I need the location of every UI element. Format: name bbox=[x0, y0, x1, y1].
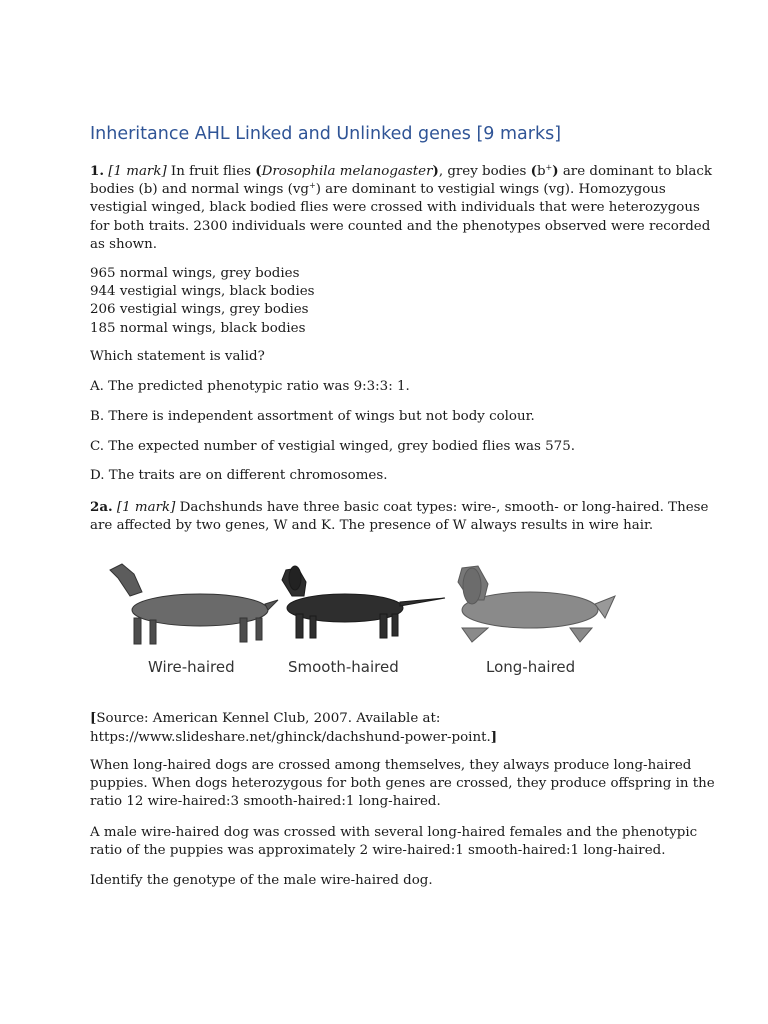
dachshund-images bbox=[100, 548, 620, 658]
result-item: 965 normal wings, grey bodies bbox=[90, 266, 300, 281]
para2-line: ratio 12 wire-haired:3 smooth-haired:1 long-haired. bbox=[90, 794, 441, 810]
q1-line4: for both traits. 2300 individuals were counted and the phenotypes observed were recorded bbox=[90, 218, 711, 234]
q1-b-plus: b bbox=[536, 164, 546, 179]
para2-line: When long-haired dogs are crossed among themselves, they always produce long-haired bbox=[90, 758, 692, 773]
q1-option-c: C. The expected number of vestigial winged, grey bodied flies was 575. bbox=[90, 439, 575, 454]
q2a-line2: are affected by two genes, W and K. The presence of W always results in wire hair. bbox=[90, 518, 654, 534]
dachshund-figure bbox=[100, 548, 620, 688]
q1-text-b: are dominant to black bbox=[558, 164, 713, 179]
q1-option-b: B. There is independent assortment of wings but not body colour. bbox=[90, 409, 535, 424]
para2-line: puppies. When dogs heterozygous for both genes are crossed, they produce offspring in the bbox=[90, 776, 715, 792]
q1-stem: 1. [1 mark] In fruit flies (Drosophila melanogaster), grey bodies (b+) are dominant to black bodies (b) and normal wings (vg+) are dominant to vestigial wings (vg). Homozygous vestigial winged, black bodied flies were crossed with individuals that were heterozygous for both traits. 2300 individuals were counted and the phenotypes observed were recorded as shown. bbox=[90, 162, 682, 254]
source-line1: Source: American Kennel Club, 2007. Available at: bbox=[96, 711, 441, 726]
result-item: 206 vestigial wings, grey bodies bbox=[90, 302, 309, 318]
q1-line2-a: bodies (b) and normal wings (vg bbox=[90, 182, 309, 198]
q1-number: 1. bbox=[90, 163, 104, 179]
page-title: Inheritance AHL Linked and Unlinked genes [9 marks] bbox=[90, 124, 562, 144]
q2a-question: Identify the genotype of the male wire-haired dog. bbox=[90, 873, 433, 888]
q1-species: Drosophila melanogaster bbox=[261, 164, 433, 179]
caption-wire-haired: Wire-haired bbox=[148, 658, 235, 676]
q1-line5: as shown. bbox=[90, 236, 158, 252]
q2a-marks: [1 mark] bbox=[116, 500, 176, 515]
q1-line3: vestigial winged, black bodied flies were crossed with individuals that were heterozygous bbox=[90, 200, 700, 216]
caption-long-haired: Long-haired bbox=[486, 658, 576, 676]
wire-haired-dog-image bbox=[110, 564, 278, 644]
q2a-stem bbox=[90, 498, 709, 535]
caption-smooth-haired: Smooth-haired bbox=[288, 658, 399, 676]
q1-results bbox=[90, 265, 682, 338]
q1-marks: [1 mark] bbox=[108, 164, 167, 179]
q1-question: Which statement is valid? bbox=[90, 349, 265, 364]
q1-plus-sup-2: + bbox=[309, 181, 316, 191]
q1-option-a: A. The predicted phenotypic ratio was 9:3:3: 1. bbox=[90, 379, 410, 394]
result-item: 944 vestigial wings, black bodies bbox=[90, 284, 315, 300]
para3-line: ratio of the puppies was approximately 2 wire-haired:1 smooth-haired:1 long-haired. bbox=[90, 843, 666, 859]
q1-text-a: , grey bodies bbox=[438, 164, 531, 179]
result-item: 185 normal wings, black bodies bbox=[90, 320, 306, 336]
para3-line: A male wire-haired dog was crossed with several long-haired females and the phenotypic bbox=[90, 825, 698, 840]
smooth-haired-dog-image bbox=[282, 566, 445, 638]
long-haired-dog-image bbox=[458, 566, 615, 642]
q2a-number: 2a. bbox=[90, 499, 113, 515]
q2a-source: [Source: American Kennel Club, 2007. Available at: https://www.slideshare.net/ghinck/dachshund-power-point.] bbox=[90, 710, 498, 746]
q1-option-d: D. The traits are on different chromosomes. bbox=[90, 468, 388, 483]
q2a-para2 bbox=[90, 757, 715, 812]
q1-intro: In fruit flies bbox=[166, 164, 256, 179]
q2a-para3 bbox=[90, 824, 698, 860]
source-line2: https://www.slideshare.net/ghinck/dachshund-power-point. bbox=[90, 730, 491, 746]
q2a-line1: Dachshunds have three basic coat types: wire-, smooth- or long-haired. These bbox=[175, 500, 709, 515]
q1-line2-b: ) are dominant to vestigial wings (vg). Homozygous bbox=[315, 182, 666, 198]
q1-plus-sup: + bbox=[545, 163, 553, 172]
